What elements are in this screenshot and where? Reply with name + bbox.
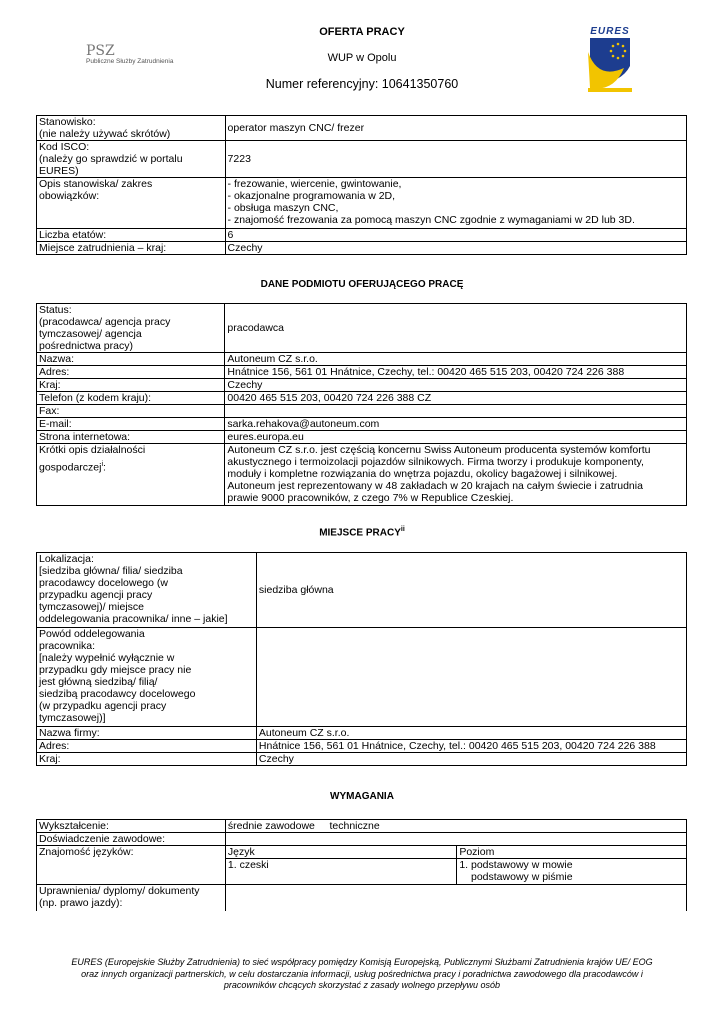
table-row (37, 405, 687, 418)
work-country-label: Miejsce zatrudnienia – kraj: (37, 242, 226, 255)
business-description-label: Krótki opis działalności gospodarczej$^i$: (37, 444, 225, 506)
table-row (37, 846, 687, 859)
workplace-company-value: Autoneum CZ s.r.o. (256, 727, 686, 740)
permits-value (225, 885, 686, 911)
vacancies-value: 6 (225, 229, 686, 242)
email-value: sarka.rehakova@autoneum.com (225, 418, 687, 431)
company-name-value: Autoneum CZ s.r.o. (225, 353, 687, 366)
table-row (37, 242, 687, 255)
website-label: Strona internetowa: (37, 431, 225, 444)
table-row (37, 353, 687, 366)
table-row (37, 431, 687, 444)
psz-logo-text: PSZ (86, 43, 115, 59)
table-row (37, 753, 687, 766)
office-name: WUP w Opolu (327, 52, 397, 64)
employer-table (36, 303, 687, 506)
language-column-header: Język (225, 846, 456, 859)
fax-value (225, 405, 687, 418)
location-value: siedziba główna (256, 553, 686, 628)
languages-label: Znajomość języków: (37, 846, 226, 885)
reference-number: Numer referencyjny: 10641350760 (265, 77, 459, 91)
employer-section-title: DANE PODMIOTU OFERUJĄCEGO PRACĘ (260, 279, 464, 290)
experience-value (225, 833, 686, 846)
table-row (37, 116, 687, 141)
address-label: Adres: (37, 366, 225, 379)
job-title-value: operator maszyn CNC/ frezer (225, 116, 686, 141)
job-description-value: - frezowanie, wiercenie, gwintowanie, - okazjonalne programowania w 2D, - obsługa maszyn CNC, - znajomość frezowania za pomocą maszyn CNC zgodnie z wymaganiami w 2D lub 3D. (225, 178, 686, 229)
experience-label: Doświadczenie zawodowe: (37, 833, 226, 846)
country-value: Czechy (225, 379, 687, 392)
education-label: Wykształcenie: (37, 820, 226, 833)
footer-note: EURES (Europejskie Służby Zatrudnienia) to sieć współpracy pomiędzy Komisją Europejską, Publicznymi Służbami Zatrudnienia krajów UE/ EOG oraz innych organizacji partnerskich, w celu dostarczania informacji, usług pośrednictwa pracy i poradnictwa zawodowego dla pracodawców i pracowników chcących skorzystać z zasady wolnego przepływu osób (71, 957, 653, 990)
country-label: Kraj: (37, 379, 225, 392)
workplace-table (36, 552, 687, 766)
level-column-header: Poziom (457, 846, 687, 859)
job-title-label: Stanowisko: (nie należy używać skrótów) (37, 116, 226, 141)
table-row (37, 141, 687, 178)
status-value: pracodawca (225, 304, 687, 353)
posting-reason-value (256, 628, 686, 727)
fax-label: Fax: (37, 405, 225, 418)
requirements-section-title: WYMAGANIA (330, 791, 394, 802)
language-value: 1. czeski (225, 859, 456, 885)
psz-logo-subtext: Publiczne Służby Zatrudnienia (86, 58, 174, 65)
table-row (37, 727, 687, 740)
permits-label: Uprawnienia/ dyplomy/ dokumenty (np. prawo jazdy): (37, 885, 226, 911)
email-label: E-mail: (37, 418, 225, 431)
workplace-company-label: Nazwa firmy: (37, 727, 257, 740)
posting-reason-label: Powód oddelegowania pracownika: [należy wypełnić wyłącznie w przypadku gdy miejsce pracy nie jest główną siedzibą/ filią/ siedzibą pracodawcy docelowego (w przypadku agencji pracy tymczasowej)] (37, 628, 257, 727)
business-description-value: Autoneum CZ s.r.o. jest częścią koncernu Swiss Autoneum producenta systemów komfortu akustycznego i termoizolacji pojazdów silnikowych. Firma tworzy i produkuje komponenty, moduły i kompletne rozwiązania do wnętrza pojazdu, okolicy bagażowej i silnikowej. Autoneum jest reprezentowany w 48 zakładach w 20 krajach na całym świecie i zatrudnia prawie 9000 pracowników, z czego 7% w Republice Czeskiej. (225, 444, 687, 506)
work-country-value: Czechy (225, 242, 686, 255)
table-row (37, 740, 687, 753)
table-row (37, 366, 687, 379)
table-row (37, 229, 687, 242)
workplace-country-label: Kraj: (37, 753, 257, 766)
location-label: Lokalizacja: [siedziba główna/ filia/ siedziba pracodawcy docelowego (w przypadku agencji pracy tymczasowej)/ miejsce oddelegowania pracownika/ inne – jakie] (37, 553, 257, 628)
table-row (37, 304, 687, 353)
phone-label: Telefon (z kodem kraju): (37, 392, 225, 405)
workplace-section-title: MIEJSCE PRACY$^{ii}$ (319, 526, 405, 539)
requirements-table (36, 819, 687, 911)
table-row (37, 885, 687, 911)
job-description-label: Opis stanowiska/ zakres obowiązków: (37, 178, 226, 229)
phone-value: 00420 465 515 203, 00420 724 226 388 CZ (225, 392, 687, 405)
table-row (37, 418, 687, 431)
svg-text:EURES: EURES (590, 26, 630, 37)
vacancies-label: Liczba etatów: (37, 229, 226, 242)
workplace-address-label: Adres: (37, 740, 257, 753)
education-value: średnie zawodowe techniczne (225, 820, 686, 833)
company-name-label: Nazwa: (37, 353, 225, 366)
psz-logo (86, 44, 173, 66)
workplace-country-value: Czechy (256, 753, 686, 766)
eures-logo (584, 22, 636, 94)
address-value: Hnátnice 156, 561 01 Hnátnice, Czechy, tel.: 00420 465 515 203, 00420 724 226 388 (225, 366, 687, 379)
website-value: eures.europa.eu (225, 431, 687, 444)
table-row (37, 444, 687, 506)
table-row (37, 178, 687, 229)
table-row (37, 553, 687, 628)
isco-value: 7223 (225, 141, 686, 178)
isco-label: Kod ISCO: (należy go sprawdzić w portalu EURES) (37, 141, 226, 178)
table-row (37, 820, 687, 833)
table-row (37, 833, 687, 846)
status-label: Status: (pracodawca/ agencja pracy tymczasowej/ agencja pośrednictwa pracy) (37, 304, 225, 353)
table-row (37, 628, 687, 727)
language-level-value: 1. podstawowy w mowie podstawowy w piśmie (457, 859, 687, 885)
offer-title: OFERTA PRACY (319, 26, 405, 38)
table-row (37, 379, 687, 392)
table-row (37, 392, 687, 405)
workplace-address-value: Hnátnice 156, 561 01 Hnátnice, Czechy, tel.: 00420 465 515 203, 00420 724 226 388 (256, 740, 686, 753)
position-table (36, 115, 687, 255)
